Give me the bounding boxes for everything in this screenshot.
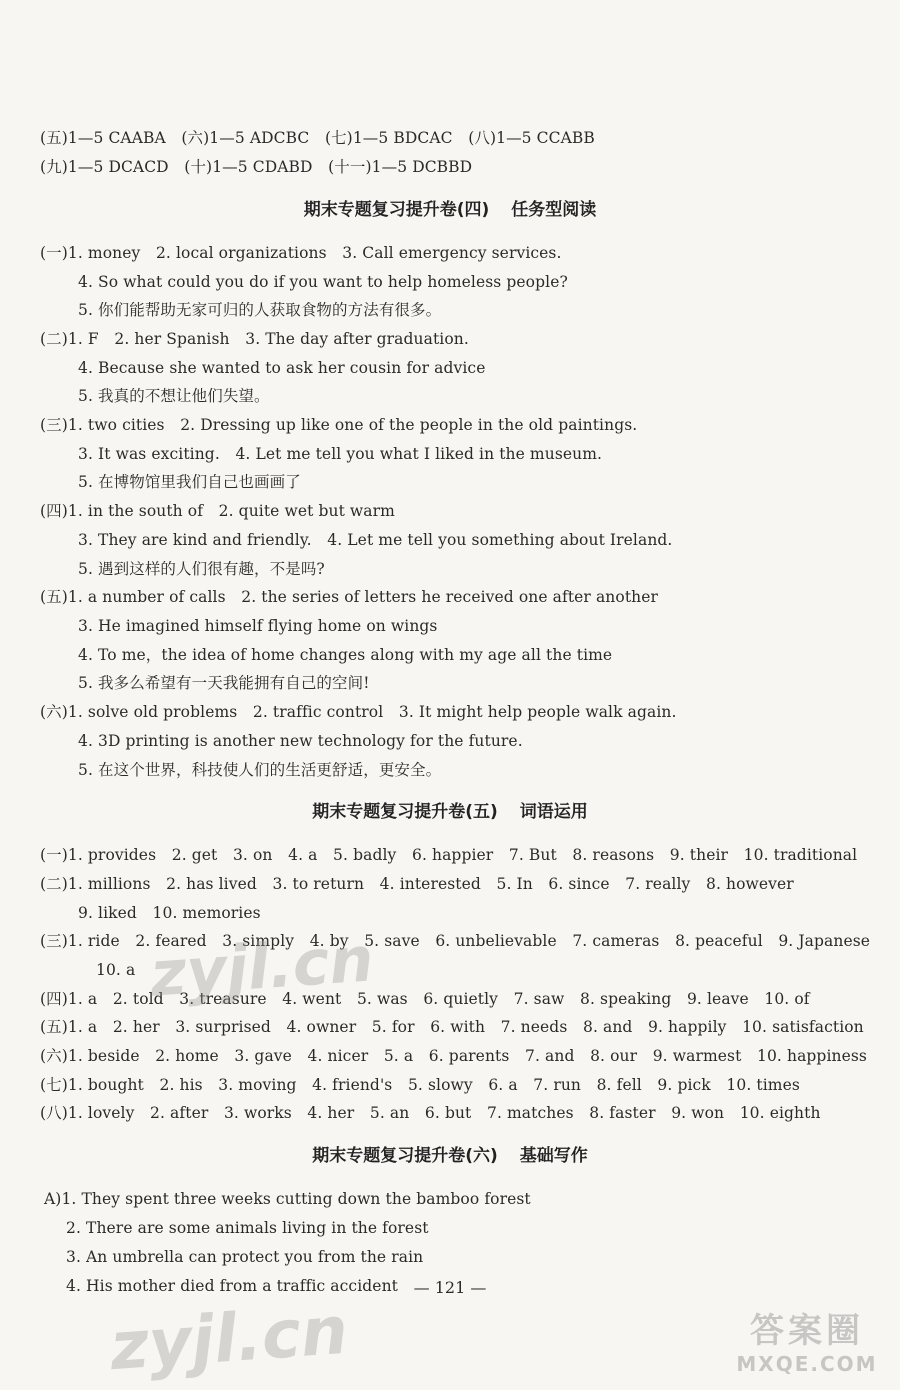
- answer-line: (五)1. a number of calls 2. the series of letters he received one after another: [40, 588, 659, 606]
- answer-line: 3. It was exciting. 4. Let me tell you what I liked in the museum.: [78, 445, 603, 463]
- answer-line: 2. There are some animals living in the forest: [66, 1219, 429, 1237]
- answer-line: (九)1—5 DCACD (十)1—5 CDABD (十一)1—5 DCBBD: [40, 158, 473, 176]
- answer-line: (七)1. bought 2. his 3. moving 4. friend's 5. slowy 6. a 7. run 8. fell 9. pick 10. times: [40, 1076, 800, 1094]
- section-subtitle: 任务型阅读: [511, 200, 597, 220]
- answer-line: 9. liked 10. memories: [78, 904, 261, 922]
- answer-line: (三)1. two cities 2. Dressing up like one of the people in the old paintings.: [40, 416, 638, 434]
- answer-line: 3. They are kind and friendly. 4. Let me tell you something about Ireland.: [78, 531, 673, 549]
- section-heading: [0, 1145, 900, 1167]
- answer-line: (六)1. beside 2. home 3. gave 4. nicer 5. a 6. parents 7. and 8. our 9. warmest 10. happiness: [40, 1047, 867, 1065]
- answer-line: A)1. They spent three weeks cutting down the bamboo forest: [44, 1190, 531, 1208]
- answer-line: 5. 遇到这样的人们很有趣，不是吗?: [78, 560, 325, 578]
- section-title: 期末专题复习提升卷(四): [303, 200, 490, 220]
- answer-line: (一)1. provides 2. get 3. on 4. a 5. badly 6. happier 7. But 8. reasons 9. their 10. traditional: [40, 846, 858, 864]
- answer-line: 4. Because she wanted to ask her cousin for advice: [78, 359, 486, 377]
- answer-line: (五)1. a 2. her 3. surprised 4. owner 5. for 6. with 7. needs 8. and 9. happily 10. satisfaction: [40, 1018, 864, 1036]
- answer-line: 4. So what could you do if you want to help homeless people?: [78, 273, 568, 291]
- answer-line: 5. 在这个世界，科技使人们的生活更舒适，更安全。: [78, 761, 442, 779]
- answer-line: 10. a: [96, 961, 136, 979]
- answer-line: (二)1. F 2. her Spanish 3. The day after graduation.: [40, 330, 469, 348]
- answer-line: 5. 我真的不想让他们失望。: [78, 387, 270, 405]
- answer-line: 4. 3D printing is another new technology for the future.: [78, 732, 523, 750]
- section-subtitle: 词语运用: [519, 802, 588, 822]
- answer-line: 5. 你们能帮助无家可归的人获取食物的方法有很多。: [78, 301, 442, 319]
- watermark-logo-url: MXQE.COM: [736, 1352, 878, 1376]
- answer-line: 3. He imagined himself flying home on wings: [78, 617, 438, 635]
- answer-line: 5. 在博物馆里我们自己也画画了: [78, 473, 301, 491]
- answer-line: 3. An umbrella can protect you from the rain: [66, 1248, 424, 1266]
- answer-line: (三)1. ride 2. feared 3. simply 4. by 5. save 6. unbelievable 7. cameras 8. peaceful 9. Japanese: [40, 932, 871, 950]
- answer-line: 4. His mother died from a traffic accident: [66, 1277, 398, 1295]
- watermark-text: zyjl.cn: [107, 1291, 351, 1386]
- answer-line: (六)1. solve old problems 2. traffic control 3. It might help people walk again.: [40, 703, 677, 721]
- answer-line: 5. 我多么希望有一天我能拥有自己的空间!: [78, 674, 370, 692]
- answer-line: (四)1. a 2. told 3. treasure 4. went 5. was 6. quietly 7. saw 8. speaking 9. leave 10. of: [40, 990, 810, 1008]
- section-subtitle: 基础写作: [519, 1146, 588, 1166]
- answer-line: 4. To me，the idea of home changes along with my age all the time: [78, 646, 613, 664]
- section-heading: [0, 199, 900, 221]
- answer-line: (二)1. millions 2. has lived 3. to return 4. interested 5. In 6. since 7. really 8. however: [40, 875, 794, 893]
- section-title: 期末专题复习提升卷(五): [312, 802, 498, 822]
- watermark-text: zyjl.cn: [147, 922, 376, 1011]
- answer-line: (八)1. lovely 2. after 3. works 4. her 5. an 6. but 7. matches 8. faster 9. won 10. eighth: [40, 1104, 821, 1122]
- watermark-logo: [722, 1310, 892, 1386]
- page-number: — 121 —: [413, 1278, 487, 1297]
- watermark-logo-title: 答案圈: [750, 1311, 864, 1351]
- section-title: 期末专题复习提升卷(六): [312, 1146, 498, 1166]
- answer-line: (一)1. money 2. local organizations 3. Call emergency services.: [40, 244, 562, 262]
- section-heading: [0, 801, 900, 823]
- answer-line: (五)1—5 CAABA (六)1—5 ADCBC (七)1—5 BDCAC (八)1—5 CCABB: [40, 129, 595, 147]
- answer-line: (四)1. in the south of 2. quite wet but warm: [40, 502, 395, 520]
